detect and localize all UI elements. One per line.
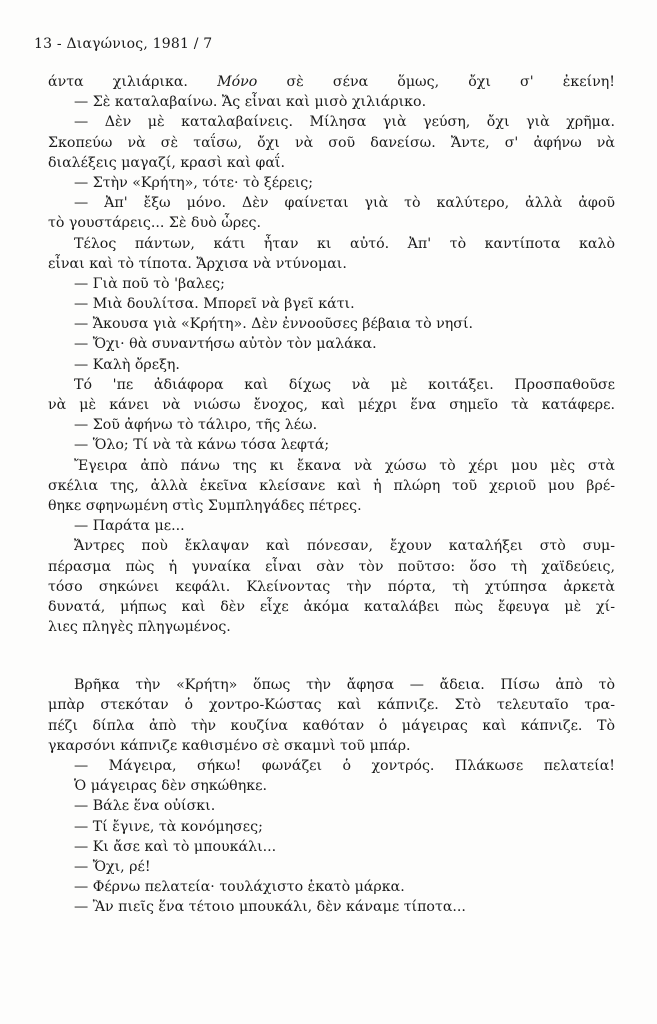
text-line	[48, 496, 615, 516]
text-line	[48, 857, 615, 877]
text-line	[48, 435, 615, 455]
text-section-restaurant	[48, 675, 615, 917]
text-segment: — Ὄχι· θὰ συναντήσω αὐτὸν τὸν μαλάκα.	[74, 336, 377, 353]
text-segment: άντα χιλιάρικα.	[48, 74, 218, 90]
text-segment: — Γιὰ ποῦ τὸ 'βαλες;	[74, 275, 225, 292]
text-segment: Ὁ μάγειρας δὲν σηκώθηκε.	[74, 778, 267, 795]
text-segment: — Φέρνω πελατεία· τουλάχιστο ἑκατὸ μάρκα.	[74, 879, 405, 896]
text-line	[48, 456, 615, 476]
text-segment: — Ἄκουσα γιὰ «Κρήτη». Δὲν ἐννοοῦσες βέβαια τὸ νησί.	[74, 316, 474, 333]
text-line	[48, 133, 615, 153]
text-line	[48, 173, 615, 193]
text-segment: λιες πληγὲς πληγωμένος.	[48, 619, 231, 636]
text-segment: σκέλια της, ἀλλὰ ἐκεῖνα κλείσανε καὶ ἡ πλώρη τοῦ χεριοῦ μου βρέ-	[48, 477, 615, 494]
text-segment: Τέλος πάντων, κάτι ἦταν κι αὐτό. Ἀπ' τὸ καντίποτα καλὸ	[74, 235, 615, 252]
text-line	[48, 736, 615, 756]
text-line	[48, 897, 615, 917]
text-section-dialogue	[48, 72, 615, 637]
text-segment: — Σοῦ ἀφήνω τὸ τάλιρο, τῆς λέω.	[74, 417, 318, 434]
body-text	[48, 72, 615, 918]
running-header: 13 - Διαγώνιος, 1981 / 7	[34, 36, 213, 52]
text-segment: — Στὴν «Κρήτη», τότε· τὸ ξέρεις;	[74, 174, 314, 191]
text-segment: πέρασμα πὼς ἡ γυναίκα εἶναι σὰν τὸν ποῦτσο: ὅσο τὴ χαϊδεύεις,	[48, 558, 615, 575]
text-segment: — Ὄχι, ρέ!	[74, 858, 151, 875]
text-segment: — Παράτα με...	[74, 518, 185, 535]
text-segment: εἶναι καὶ τὸ τίποτα. Ἄρχισα νὰ ντύνομαι.	[48, 255, 347, 272]
text-line	[48, 516, 615, 536]
text-segment: — Ἀπ' ἔξω μόνο. Δὲν φαίνεται γιὰ τὸ καλύτερο, ἀλλὰ ἀφοῦ	[74, 195, 615, 212]
text-line	[48, 557, 615, 577]
text-segment: Ἄντρες ποὺ ἔκλαψαν καὶ πόνεσαν, ἔχουν καταλήξει στὸ συμ-	[74, 538, 615, 555]
text-line	[48, 234, 615, 254]
text-segment: — Δὲν μὲ καταλαβαίνεις. Μίλησα γιὰ γεύση, ὄχι γιὰ χρῆμα.	[74, 114, 615, 131]
text-line	[48, 72, 615, 92]
text-segment: τόσο σηκώνει κεφάλι. Κλείνοντας τὴν πόρτα, τὴ χτύπησα ἀρκετὰ	[48, 578, 615, 595]
text-line	[48, 112, 615, 132]
text-line	[48, 536, 615, 556]
text-line	[48, 577, 615, 597]
text-segment: διαλέξεις μαγαζί, κρασὶ καὶ φαΐ.	[48, 154, 285, 171]
text-segment: σὲ σένα ὅμως, ὄχι σ' ἐκείνη!	[257, 74, 615, 90]
text-segment: — Ἂν πιεῖς ἕνα τέτοιο μπουκάλι, δὲν κάναμε τίποτα...	[74, 899, 466, 916]
text-segment: τὸ γουστάρεις... Σὲ δυὸ ὧρες.	[48, 215, 261, 232]
text-segment: — Μάγειρα, σήκω! φωνάζει ὁ χοντρός. Πλάκωσε πελατεία!	[74, 758, 615, 774]
text-line	[48, 92, 615, 112]
text-line	[48, 756, 615, 776]
text-line	[48, 375, 615, 395]
text-segment: Τό 'πε ἀδιάφορα καὶ δίχως νὰ μὲ κοιτάξει. Προσπαθοῦσε	[74, 376, 615, 393]
text-segment: — Βάλε ἕνα οὐίσκι.	[74, 798, 216, 815]
text-line	[48, 617, 615, 637]
text-line	[48, 716, 615, 736]
text-segment: — Καλὴ ὄρεξη.	[74, 356, 180, 373]
text-line	[48, 334, 615, 354]
text-segment: Ἔγειρα ἀπὸ πάνω της κι ἔκανα νὰ χώσω τὸ χέρι μου μὲς στὰ	[74, 457, 615, 474]
text-line	[48, 395, 615, 415]
text-segment: γκαρσόνι κάπνιζε καθισμένο σὲ σκαμνὶ τοῦ μπάρ.	[48, 737, 411, 754]
text-segment: θηκε σφηνωμένη στὶς Συμπληγάδες πέτρες.	[48, 497, 362, 514]
text-line	[48, 415, 615, 435]
text-segment: — Μιὰ δουλίτσα. Μπορεῖ νὰ βγεῖ κάτι.	[74, 296, 355, 313]
text-segment: νὰ μὲ κάνει νὰ νιώσω ἔνοχος, καὶ μέχρι ἕνα σημεῖο τὰ κατάφερε.	[48, 397, 615, 413]
text-segment: Σκοπεύω νὰ σὲ ταΐσω, ὄχι νὰ σοῦ δανείσω. Ἄντε, σ' ἀφήνω νὰ	[48, 134, 615, 151]
text-line	[48, 274, 615, 294]
text-line	[48, 796, 615, 816]
text-segment: — Τί ἔγινε, τὰ κονόμησες;	[74, 818, 263, 835]
text-segment: πέζι δίπλα ἀπὸ τὴν κουζίνα καθόταν ὁ μάγειρας καὶ κάπνιζε. Τὸ	[48, 717, 615, 734]
text-segment: μπὰρ στεκόταν ὁ χοντρο-Κώστας καὶ κάπνιζε. Στὸ τελευταῖο τρα-	[48, 697, 615, 714]
text-segment: — Κι ἄσε καὶ τὸ μπουκάλι...	[74, 838, 277, 855]
text-line	[48, 213, 615, 233]
text-segment: Βρῆκα τὴν «Κρήτη» ὅπως τὴν ἄφησα — ἄδεια. Πίσω ἀπὸ τὸ	[74, 677, 615, 694]
text-line	[48, 817, 615, 837]
text-line	[48, 254, 615, 274]
text-line	[48, 877, 615, 897]
text-line	[48, 193, 615, 213]
italic-text-segment: Μόνο	[217, 74, 258, 90]
text-line	[48, 476, 615, 496]
text-segment: δυνατά, μήπως καὶ δὲν εἶχε ἀκόμα καταλάβει πὼς ἔφευγα μὲ χί-	[48, 598, 615, 615]
text-line	[48, 153, 615, 173]
text-line	[48, 695, 615, 715]
text-line	[48, 597, 615, 617]
text-line	[48, 776, 615, 796]
text-line	[48, 837, 615, 857]
text-line	[48, 355, 615, 375]
text-line	[48, 314, 615, 334]
text-segment: — Ὅλο; Τί νὰ τὰ κάνω τόσα λεφτά;	[74, 437, 330, 454]
text-line	[48, 675, 615, 695]
text-line	[48, 294, 615, 314]
section-break	[48, 637, 615, 675]
text-segment: — Σὲ καταλαβαίνω. Ἄς εἶναι καὶ μισὸ χιλιάρικο.	[74, 94, 427, 111]
